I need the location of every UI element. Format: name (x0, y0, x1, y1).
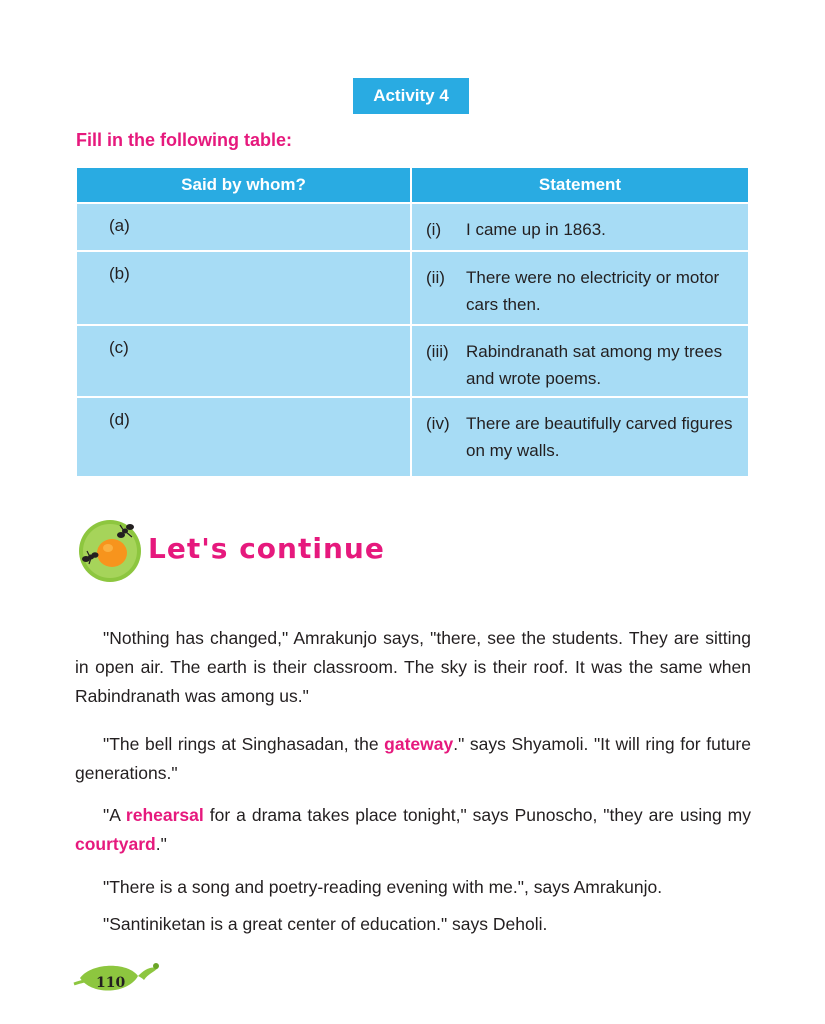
page-number: 110 (96, 975, 126, 991)
row-letter: (b) (109, 264, 130, 283)
paragraph-3 (75, 801, 751, 859)
table-row (77, 398, 748, 476)
table-header-statement: Statement (412, 168, 748, 202)
paragraph-4 (75, 873, 751, 902)
row-letter: (d) (109, 410, 130, 429)
paragraph-1-text: "Nothing has changed," Amrakunjo says, "there, see the students. They are sitting in open air. The earth is their classroom. The sky is their roof. It was the same when Rabindranath was among us." (75, 628, 751, 706)
statement-cell (412, 326, 748, 396)
section-title: Let's continue (148, 532, 385, 565)
statement-number: (ii) (426, 268, 445, 287)
paragraph-4-text: "There is a song and poetry-reading evening with me.", says Amrakunjo. (103, 877, 663, 897)
activity-badge (353, 78, 469, 114)
table-row (77, 204, 748, 250)
answer-cell-d[interactable] (77, 398, 410, 476)
answer-cell-a[interactable] (77, 204, 410, 250)
table-header-row (77, 168, 748, 202)
ant-fruit-icon (74, 513, 146, 585)
paragraph-1 (75, 624, 751, 711)
paragraph-3-middle: for a drama takes place tonight," says Punoscho, "they are using my (203, 805, 752, 825)
paragraph-3-after: ." (155, 834, 167, 854)
statement-cell (412, 398, 748, 476)
statement-number: (i) (426, 220, 442, 239)
statement-text: There are beautifully carved figures on my walls. (466, 414, 733, 460)
vocab-gateway: gateway (384, 734, 454, 754)
statement-cell (412, 204, 748, 250)
table-row (77, 326, 748, 396)
fill-in-table (75, 166, 750, 478)
statement-text: Rabindranath sat among my trees and wrote poems. (466, 342, 723, 388)
answer-cell-c[interactable] (77, 326, 410, 396)
statement-number: (iv) (426, 414, 450, 433)
activity-label: Activity 4 (373, 86, 449, 105)
paragraph-5-text: "Santiniketan is a great center of education." says Deholi. (103, 914, 548, 934)
paragraph-2-before: "The bell rings at Singhasadan, the (103, 734, 385, 754)
row-letter: (c) (109, 338, 129, 357)
paragraph-3-before: "A (103, 805, 126, 825)
paragraph-2-after: ." says Shyamoli. "It will ring for future generations." (75, 734, 751, 783)
answer-cell-b[interactable] (77, 252, 410, 324)
statement-cell (412, 252, 748, 324)
table-row (77, 252, 748, 324)
statement-number: (iii) (426, 342, 449, 361)
statement-text: There were no electricity or motor cars then. (466, 268, 720, 314)
table-header-said-by: Said by whom? (77, 168, 410, 202)
vocab-rehearsal: rehearsal (125, 805, 204, 825)
row-letter: (a) (109, 216, 130, 235)
paragraph-2 (75, 730, 751, 788)
statement-text: I came up in 1863. (466, 220, 606, 239)
paragraph-5 (75, 910, 751, 939)
vocab-courtyard: courtyard (75, 834, 156, 854)
instruction-heading: Fill in the following table: (76, 130, 292, 150)
